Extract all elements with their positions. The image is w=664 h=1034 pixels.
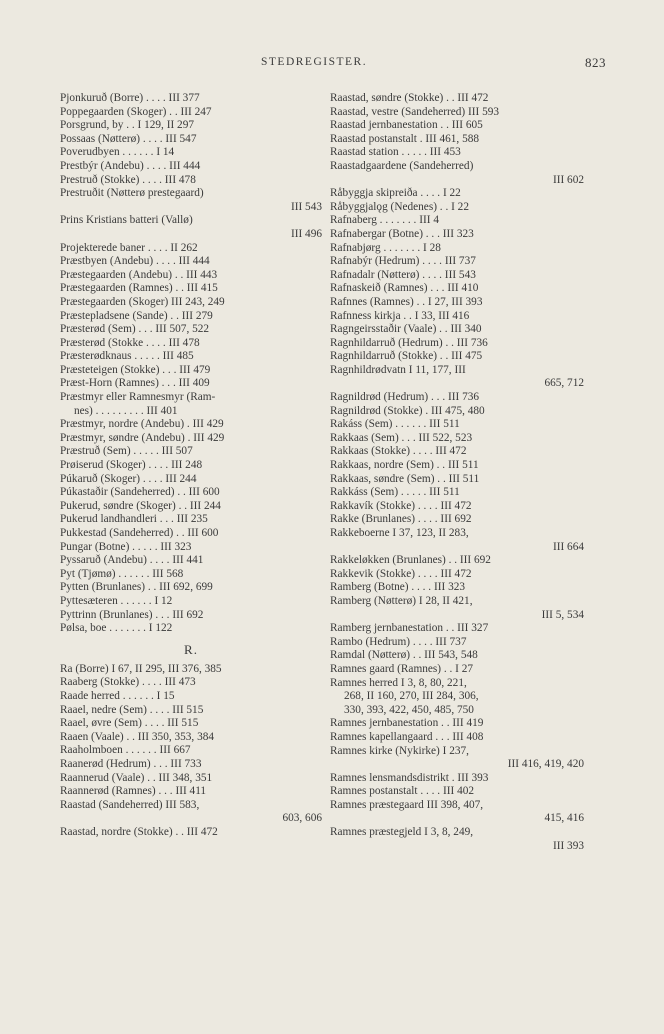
index-entry	[330, 255, 584, 269]
entry-text: Rafnnes (Ramnes) . . I 27, III 393	[330, 295, 483, 308]
entry-text: Præstegaarden (Ramnes) . . III 415	[60, 282, 218, 295]
index-entry	[330, 337, 584, 351]
entry-text: Raade herred . . . . . . I 15	[60, 689, 175, 702]
entry-text: Pukerud, søndre (Skoger) . . III 244	[60, 499, 221, 512]
entry-text: Rafnabjørg . . . . . . . I 28	[330, 241, 441, 254]
entry-text: Ragnhildarruð (Stokke) . . III 475	[330, 350, 483, 363]
index-entry	[330, 486, 584, 500]
entry-continuation: III 543	[290, 200, 322, 213]
entry-text: Ramnes gaard (Ramnes) . . I 27	[330, 662, 474, 675]
entry-text: Raastad, søndre (Stokke) . . III 472	[330, 92, 489, 104]
index-entry	[60, 255, 322, 269]
index-entry	[60, 445, 322, 459]
entry-text: Pukerud landhandleri . . . III 235	[60, 513, 208, 526]
index-entry	[60, 676, 322, 690]
index-entry	[60, 364, 322, 378]
entry-text: Ramberg (Botne) . . . . III 323	[330, 581, 466, 594]
index-entry	[60, 432, 322, 446]
entry-text: Pyt (Tjømø) . . . . . . III 568	[60, 567, 184, 580]
running-title: STEDREGISTER.	[261, 56, 368, 68]
index-entry	[60, 473, 322, 487]
entry-text: Pølsa, boe . . . . . . . I 122	[60, 622, 173, 635]
entry-text: Rambo (Hedrum) . . . . III 737	[330, 635, 467, 648]
index-entry	[60, 731, 322, 745]
entry-text: Rakke (Brunlanes) . . . . III 692	[330, 513, 472, 526]
index-entry	[60, 160, 322, 174]
entry-text: Præst-Horn (Ramnes) . . . III 409	[60, 377, 210, 390]
entry-text: Rakkeløkken (Brunlanes) . . III 692	[330, 554, 491, 567]
index-entry	[330, 296, 584, 310]
index-entry	[60, 758, 322, 772]
entry-text: Ra (Borre) I 67, II 295, III 376, 385	[60, 662, 222, 675]
entry-text: Raastad jernbanestation . . III 605	[330, 119, 483, 132]
entry-continuation: III 496	[290, 227, 322, 240]
entry-text: Præstmyr, nordre (Andebu) . III 429	[60, 418, 224, 431]
entry-text: Pyssaruð (Andebu) . . . . III 441	[60, 554, 204, 567]
index-entry	[60, 704, 322, 718]
entry-text: Raael, nedre (Sem) . . . . III 515	[60, 703, 204, 716]
entry-text: Prestbýr (Andebu) . . . . III 444	[60, 159, 201, 172]
index-entry	[330, 772, 584, 786]
index-entry	[60, 146, 322, 160]
entry-text: Raanerød (Hedrum) . . . III 733	[60, 757, 202, 770]
entry-text: Raannerud (Vaale) . . III 348, 351	[60, 771, 213, 784]
index-entry	[330, 269, 584, 283]
index-entry	[330, 568, 584, 582]
index-entry	[60, 554, 322, 568]
index-entry	[330, 214, 584, 228]
index-entry	[330, 636, 584, 650]
entry-text: Ramnes præstegaard III 398, 407,	[330, 798, 484, 811]
index-entry	[60, 282, 322, 296]
entry-text: Præsterød (Stokke . . . . III 478	[60, 336, 200, 349]
entry-text: Ragngeirsstaðir (Vaale) . . III 340	[330, 323, 482, 336]
index-entry	[60, 214, 322, 241]
entry-text: Ramberg jernbanestation . . III 327	[330, 622, 489, 635]
entry-text: Prøiserud (Skoger) . . . . III 248	[60, 459, 203, 472]
index-entry	[60, 323, 322, 337]
entry-text: Ramnes kirke (Nykirke) I 237,	[330, 744, 469, 757]
index-entry	[330, 106, 584, 120]
index-entry	[330, 364, 584, 391]
index-entry	[60, 609, 322, 623]
entry-text: Pungar (Botne) . . . . . III 323	[60, 540, 192, 553]
entry-continuation: 603, 606	[282, 812, 322, 825]
entry-text: Præstegaarden (Andebu) . . III 443	[60, 268, 218, 281]
entry-text: Prins Kristians batteri (Vallø)	[60, 214, 193, 227]
entry-text: Prestruð (Stokke) . . . . III 478	[60, 173, 196, 186]
entry-text: Raaen (Vaale) . . III 350, 353, 384	[60, 730, 215, 743]
entry-text: Rafnadalr (Nøtterø) . . . . III 543	[330, 268, 476, 281]
index-entry	[60, 527, 322, 541]
index-entry	[60, 350, 322, 364]
entry-text: Poverudbyen . . . . . . I 14	[60, 146, 175, 159]
index-entry	[330, 187, 584, 201]
index-entry	[330, 785, 584, 799]
entry-text: Præstbyen (Andebu) . . . . III 444	[60, 255, 210, 268]
entry-text: Rakkaas (Stokke) . . . . III 472	[330, 445, 467, 458]
entry-text: Púkaruð (Skoger) . . . . III 244	[60, 472, 197, 485]
index-entry	[330, 622, 584, 636]
index-entry	[330, 432, 584, 446]
index-entry	[60, 106, 322, 120]
entry-text: Rakkaas (Sem) . . . III 522, 523	[330, 431, 473, 444]
entry-continuation: 330, 393, 422, 450, 485, 750	[344, 703, 474, 716]
index-entry	[60, 133, 322, 147]
index-entry	[330, 663, 584, 677]
index-entry	[330, 459, 584, 473]
entry-text: Rakáss (Sem) . . . . . . III 511	[330, 418, 460, 431]
entry-continuation: III 393	[552, 839, 584, 852]
index-entry	[330, 282, 584, 296]
index-entry	[60, 242, 322, 256]
index-entry	[60, 500, 322, 514]
running-header	[0, 56, 664, 70]
entry-text: Raastadgaardene (Sandeherred)	[330, 159, 474, 172]
entry-text: Pukkestad (Sandeherred) . . III 600	[60, 527, 219, 539]
entry-text: Pyttrinn (Brunlanes) . . . III 692	[60, 608, 204, 621]
entry-text: Pyttesæteren . . . . . . I 12	[60, 594, 173, 607]
entry-text: Raastad station . . . . . III 453	[330, 146, 461, 159]
index-entry	[60, 296, 322, 310]
entry-text: Rakkaas, nordre (Sem) . . III 511	[330, 459, 479, 472]
entry-continuation: 665, 712	[544, 377, 584, 390]
index-entry	[60, 541, 322, 555]
index-entry	[60, 187, 322, 214]
index-entry	[330, 418, 584, 432]
page-number: 823	[585, 55, 606, 70]
entry-text: Rakkeboerne I 37, 123, II 283,	[330, 527, 469, 539]
entry-continuation: III 664	[552, 540, 584, 553]
entry-text: Præsterød (Sem) . . . III 507, 522	[60, 323, 210, 336]
left-column	[60, 92, 322, 839]
index-entry	[60, 568, 322, 582]
index-entry	[330, 649, 584, 663]
index-entry	[330, 228, 584, 242]
entry-text: Ramnes jernbanestation . . III 419	[330, 717, 484, 730]
index-entry	[60, 581, 322, 595]
index-entry	[330, 160, 584, 187]
entry-text: Rafnaberg . . . . . . . III 4	[330, 214, 439, 227]
entry-continuation: 415, 416	[544, 812, 584, 825]
entry-text: Rakkavík (Stokke) . . . . III 472	[330, 499, 472, 512]
index-entry	[60, 337, 322, 351]
entry-text: Ramberg (Nøtterø) I 28, II 421,	[330, 594, 473, 607]
index-entry	[60, 377, 322, 391]
index-entry	[60, 663, 322, 677]
index-entry	[330, 146, 584, 160]
index-entry	[330, 581, 584, 595]
entry-text: Rafnabýr (Hedrum) . . . . III 737	[330, 255, 476, 268]
entry-text: Præstmyr eller Ramnesmyr (Ram-	[60, 391, 216, 404]
index-entry	[60, 595, 322, 609]
entry-continuation: III 416, 419, 420	[507, 758, 584, 771]
entry-text: Præstmyr, søndre (Andebu) . III 429	[60, 431, 225, 444]
index-entry	[330, 513, 584, 527]
index-entry	[330, 242, 584, 256]
index-entry	[330, 201, 584, 215]
entry-text: Projekterede baner . . . . II 262	[60, 241, 198, 254]
index-entry	[60, 459, 322, 473]
index-entry	[330, 731, 584, 745]
index-entry	[330, 119, 584, 133]
entry-text: Ragnhildrødvatn I 11, 177, III	[330, 363, 466, 376]
index-entry	[330, 350, 584, 364]
index-entry	[60, 391, 322, 418]
right-column	[330, 92, 584, 853]
index-entry	[330, 133, 584, 147]
entry-continuation: nes) . . . . . . . . . III 401	[74, 404, 178, 417]
entry-text: Raastad, vestre (Sandeherred) III 593	[330, 105, 500, 118]
entry-text: Præstegaarden (Skoger) III 243, 249	[60, 295, 225, 308]
index-entry	[330, 445, 584, 459]
entry-text: Ramnes postanstalt . . . . III 402	[330, 785, 475, 798]
entry-text: Raastad (Sandeherred) III 583,	[60, 798, 200, 811]
index-entry	[330, 595, 584, 622]
entry-continuation: 268, II 160, 270, III 284, 306,	[344, 690, 479, 703]
index-entry	[60, 690, 322, 704]
entry-text: Råbyggja skipreiða . . . . I 22	[330, 187, 461, 200]
index-entry	[330, 473, 584, 487]
entry-text: Raastad postanstalt . III 461, 588	[330, 132, 480, 145]
entry-text: Púkastaðir (Sandeherred) . . III 600	[60, 486, 220, 499]
entry-text: Raastad, nordre (Stokke) . . III 472	[60, 825, 218, 838]
index-entry	[330, 527, 584, 554]
index-entry	[60, 310, 322, 324]
index-entry	[60, 717, 322, 731]
index-entry	[60, 418, 322, 432]
entry-text: Ramdal (Nøtterø) . . III 543, 548	[330, 649, 478, 662]
index-entry	[60, 269, 322, 283]
entry-text: Raael, øvre (Sem) . . . . III 515	[60, 717, 199, 730]
index-entry	[60, 744, 322, 758]
entry-text: Rakkevik (Stokke) . . . . III 472	[330, 567, 472, 580]
entry-text: Rafnabergar (Botne) . . . III 323	[330, 227, 474, 240]
index-entry	[330, 745, 584, 772]
entry-text: Raaberg (Stokke) . . . . III 473	[60, 676, 196, 689]
index-entry	[330, 717, 584, 731]
index-entry	[60, 513, 322, 527]
index-entry	[330, 405, 584, 419]
index-entry	[330, 500, 584, 514]
index-entry	[330, 554, 584, 568]
index-entry	[330, 92, 584, 106]
entry-text: Rafnness kirkja . . I 33, III 416	[330, 309, 470, 322]
entry-text: Raannerød (Ramnes) . . . III 411	[60, 785, 207, 798]
entry-text: Pytten (Brunlanes) . . III 692, 699	[60, 581, 213, 594]
entry-text: Ramnes kapellangaard . . . III 408	[330, 730, 484, 743]
index-entry	[60, 785, 322, 799]
index-entry	[60, 119, 322, 133]
entry-text: Rafnaskeið (Ramnes) . . . III 410	[330, 282, 479, 295]
entry-text: Rakkáss (Sem) . . . . . III 511	[330, 486, 460, 499]
index-entry	[330, 677, 584, 718]
entry-text: Prestruðit (Nøtterø prestegaard)	[60, 187, 204, 200]
index-entry	[60, 622, 322, 636]
entry-text: Porsgrund, by . . I 129, II 297	[60, 119, 194, 132]
index-entry	[60, 92, 322, 106]
entry-text: Præsterødknaus . . . . . III 485	[60, 350, 194, 363]
index-entry	[60, 826, 322, 840]
index-entry	[60, 174, 322, 188]
index-entry	[330, 310, 584, 324]
entry-text: Poppegaarden (Skoger) . . III 247	[60, 105, 212, 118]
index-entry	[330, 826, 584, 853]
entry-text: Ragnildrød (Stokke) . III 475, 480	[330, 404, 485, 417]
entry-text: Rakkaas, søndre (Sem) . . III 511	[330, 472, 480, 485]
index-entry	[330, 323, 584, 337]
entry-text: Præstruð (Sem) . . . . . III 507	[60, 445, 193, 458]
entry-text: Præsteteigen (Stokke) . . . III 479	[60, 363, 211, 376]
entry-continuation: III 602	[552, 173, 584, 186]
entry-text: Ragnhildarruð (Hedrum) . . III 736	[330, 336, 488, 349]
index-entry	[60, 772, 322, 786]
index-entry	[60, 486, 322, 500]
entry-continuation: III 5, 534	[541, 608, 584, 621]
index-entry	[60, 799, 322, 826]
entry-text: Possaas (Nøtterø) . . . . III 547	[60, 132, 197, 145]
entry-text: Ramnes præstegjeld I 3, 8, 249,	[330, 826, 474, 839]
entry-text: Ragnildrød (Hedrum) . . . III 736	[330, 391, 480, 404]
entry-text: Pjonkuruð (Borre) . . . . III 377	[60, 92, 200, 104]
entry-text: Præstepladsene (Sande) . . III 279	[60, 309, 213, 322]
entry-text: Råbyggjalǫg (Nedenes) . . I 22	[330, 200, 469, 213]
section-letter: R.	[184, 641, 198, 657]
entry-text: Ramnes herred I 3, 8, 80, 221,	[330, 676, 467, 689]
entry-text: Ramnes lensmandsdistrikt . III 393	[330, 771, 489, 784]
index-entry	[330, 391, 584, 405]
entry-text: Raaholmboen . . . . . . III 667	[60, 744, 191, 757]
index-entry	[330, 799, 584, 826]
